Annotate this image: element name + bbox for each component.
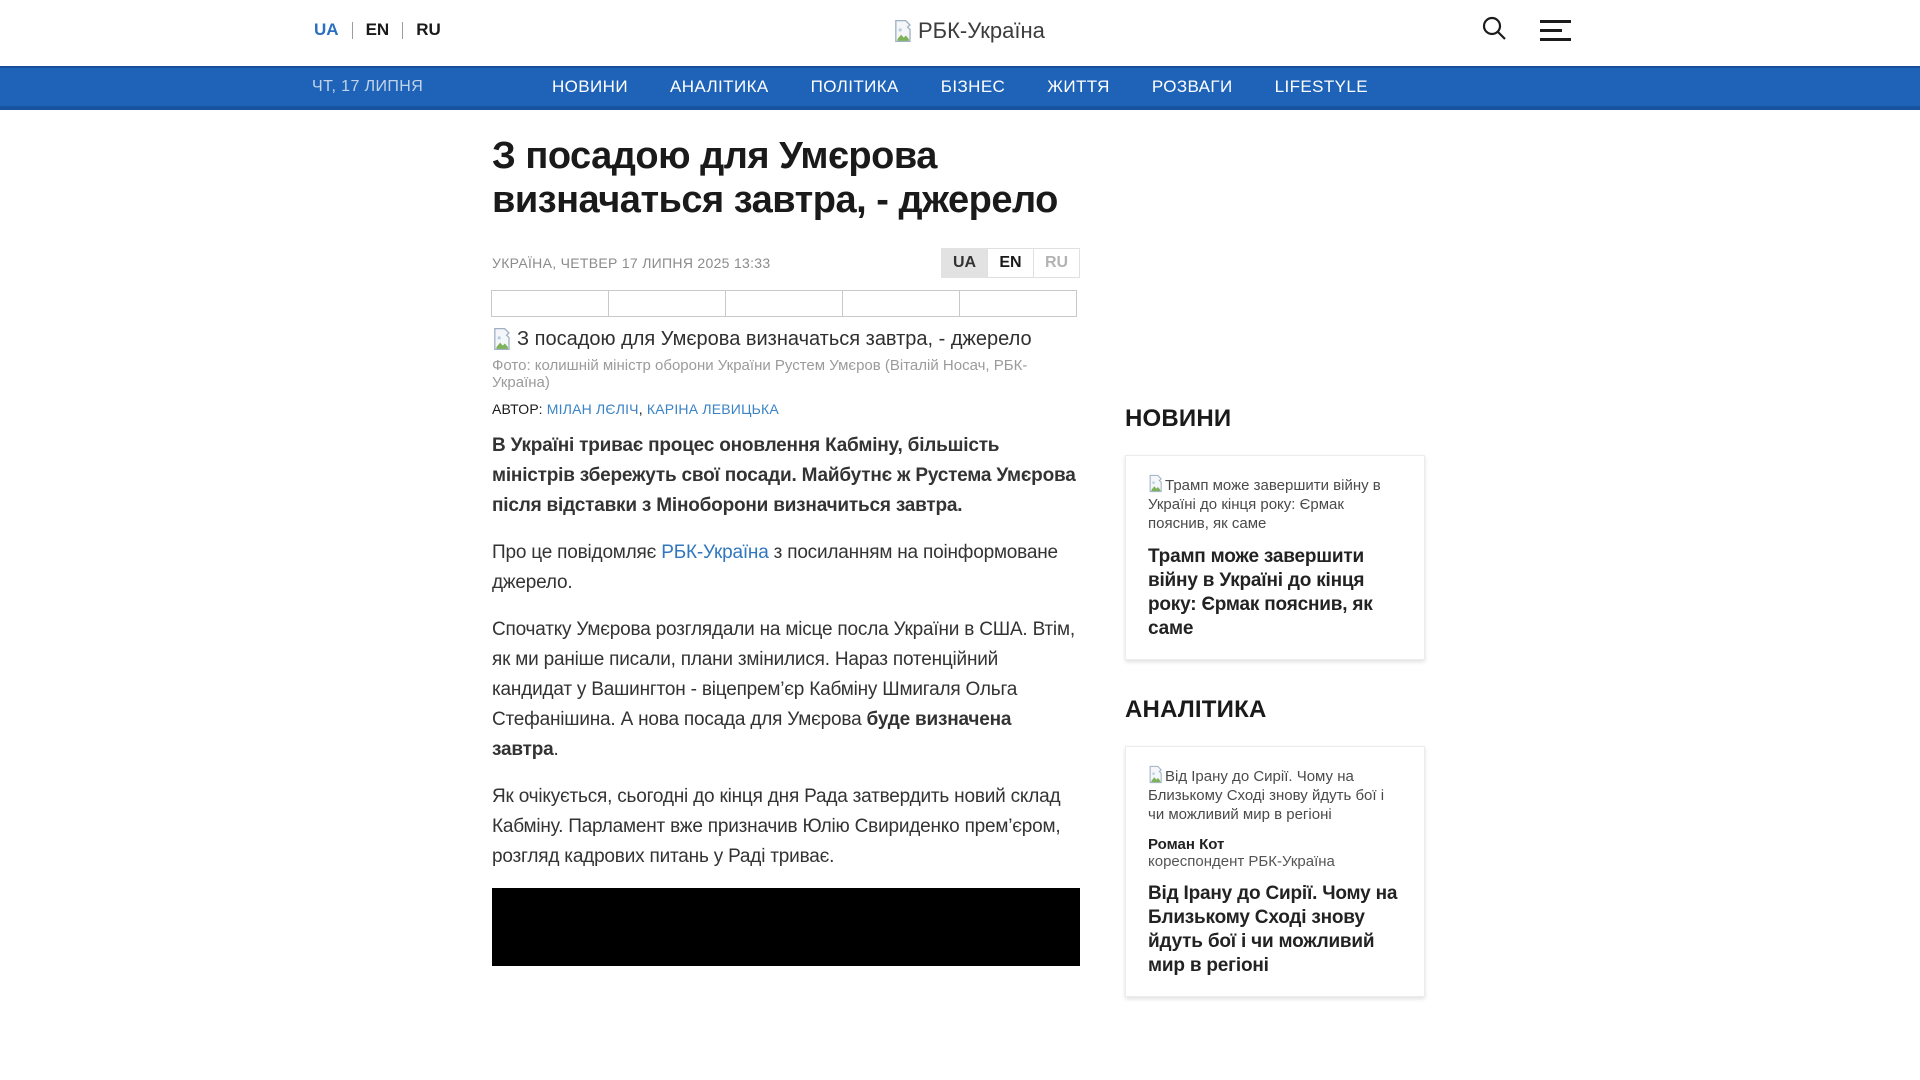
card-image-placeholder [1148,765,1402,824]
site-language-switch [312,20,443,40]
nav-item-analityka[interactable]: АНАЛІТИКА [669,77,769,96]
site-lang-ua[interactable]: UA [314,20,339,39]
article-meta: УКРАЇНА, ЧЕТВЕР 17 ЛИПНЯ 2025 13:33 [492,255,771,271]
broken-image-icon [1148,765,1165,784]
site-lang-en[interactable]: EN [365,20,390,39]
search-icon [1480,14,1508,42]
sidebar-analytics-heading: АНАЛІТИКА [1125,696,1267,723]
article-lang-tab-ru[interactable]: RU [1033,248,1080,278]
share-buttons-row [492,290,1080,317]
current-date: ЧТ, 17 ЛИПНЯ [312,78,424,95]
article-image-alt-text: З посадою для Умєрова визначаться завтра, - джерело [517,327,1032,350]
article-meta-row [492,248,1080,278]
share-button[interactable] [959,290,1077,317]
paragraph-text: з посиланням на поінформоване джерело. [492,542,1058,593]
sidebar-news-card[interactable] [1125,455,1425,660]
author-link-2[interactable]: КАРІНА ЛЕВИЦЬКА [646,401,779,417]
news-card-title[interactable]: Трамп може завершити війну в Україні до кінця року: Єрмак пояснив, як саме [1148,546,1373,639]
author-link-1[interactable]: МІЛАН ЛЄЛІЧ [546,401,639,417]
video-embed-placeholder[interactable] [492,888,1080,966]
share-button[interactable] [725,290,843,317]
paragraph-bold-text: буде визначена завтра [492,709,1012,760]
share-button[interactable] [842,290,960,317]
menu-button[interactable] [1540,20,1571,41]
broken-image-icon [1148,474,1165,493]
paragraph-text: Про це повідомляє [492,542,662,563]
analytics-card-title[interactable]: Від Ірану до Сирії. Чому на Близькому Сході знову йдуть бої і чи можливий мир в регіоні [1148,883,1398,976]
top-header [0,0,1920,66]
card-image-alt-text: Від Ірану до Сирії. Чому на Близькому Сході знову йдуть бої і чи можливий мир в регіоні [1148,768,1385,823]
share-button[interactable] [491,290,609,317]
nav-item-rozvahy[interactable]: РОЗВАГИ [1151,77,1233,96]
article-paragraph-3 [492,615,1080,765]
site-lang-ru[interactable]: RU [416,20,441,39]
card-image-alt-text: Трамп може завершити війну в Україні до кінця року: Єрмак пояснив, як саме [1148,477,1381,532]
sidebar [1125,110,1425,997]
nav-item-zhyttia[interactable]: ЖИТТЯ [1047,77,1110,96]
sidebar-analytics-card[interactable] [1125,746,1425,997]
nav-item-novyny[interactable]: НОВИНИ [551,77,628,96]
article-lead-paragraph: В Україні триває процес оновлення Кабміну, більшість міністрів збережуть свої посади. Майбутнє ж Рустема Умєрова після відставки з Міноборони визначиться завтра. [492,435,1076,516]
article-image-placeholder [492,327,1080,351]
article-paragraph-4: Як очікується, сьогодні до кінця дня Рада затвердить новий склад Кабміну. Парламент вже призначив Юлію Свириденко прем’єром, розгляд кадрових питань у Раді триває. [492,786,1061,867]
article-language-tabs [942,248,1080,278]
article-column [492,110,1080,966]
article-lang-tab-ua[interactable]: UA [941,248,988,278]
rbc-ukraine-link[interactable]: РБК-Україна [661,542,769,563]
article-lang-tab-en[interactable]: EN [987,248,1034,278]
card-author-role: кореспондент РБК-Україна [1148,853,1335,870]
broken-image-icon [492,327,514,351]
author-separator: , [638,401,647,417]
site-logo[interactable] [893,18,1045,44]
main-navigation-bar [0,66,1920,110]
article-paragraph-2 [492,538,1080,598]
author-label: АВТОР: [492,401,547,417]
article-image-caption: Фото: колишній міністр оборони України Рустем Умєров (Віталій Носач, РБК-Україна) [492,357,1028,391]
nav-item-biznes[interactable]: БІЗНЕС [940,77,1006,96]
paragraph-text: Спочатку Умєрова розглядали на місце посла України в США. Втім, як ми раніше писали, плани змінилися. Нараз потенційний кандидат у Вашингтон - віцепрем’єр Кабміну Шмигаля Ольга Стефанішина. А нова посада для Умєрова [492,619,1075,730]
nav-item-polityka[interactable]: ПОЛІТИКА [810,77,899,96]
nav-menu [0,68,1920,106]
card-author-name[interactable]: Роман Кот [1148,836,1225,853]
nav-item-lifestyle[interactable]: LIFESTYLE [1274,77,1368,96]
card-image-placeholder [1148,474,1402,533]
article-author-row [492,401,1080,417]
sidebar-news-heading: НОВИНИ [1125,405,1232,432]
broken-image-icon [893,19,915,43]
site-logo-text: РБК-Україна [918,18,1045,43]
paragraph-text: . [553,739,559,760]
share-button[interactable] [608,290,726,317]
hamburger-icon [1540,20,1571,41]
search-button[interactable] [1480,14,1508,47]
lang-divider [402,22,403,39]
article-title: З посадою для Умєрова визначаться завтра, - джерело [492,135,1058,221]
lang-divider [352,22,353,39]
